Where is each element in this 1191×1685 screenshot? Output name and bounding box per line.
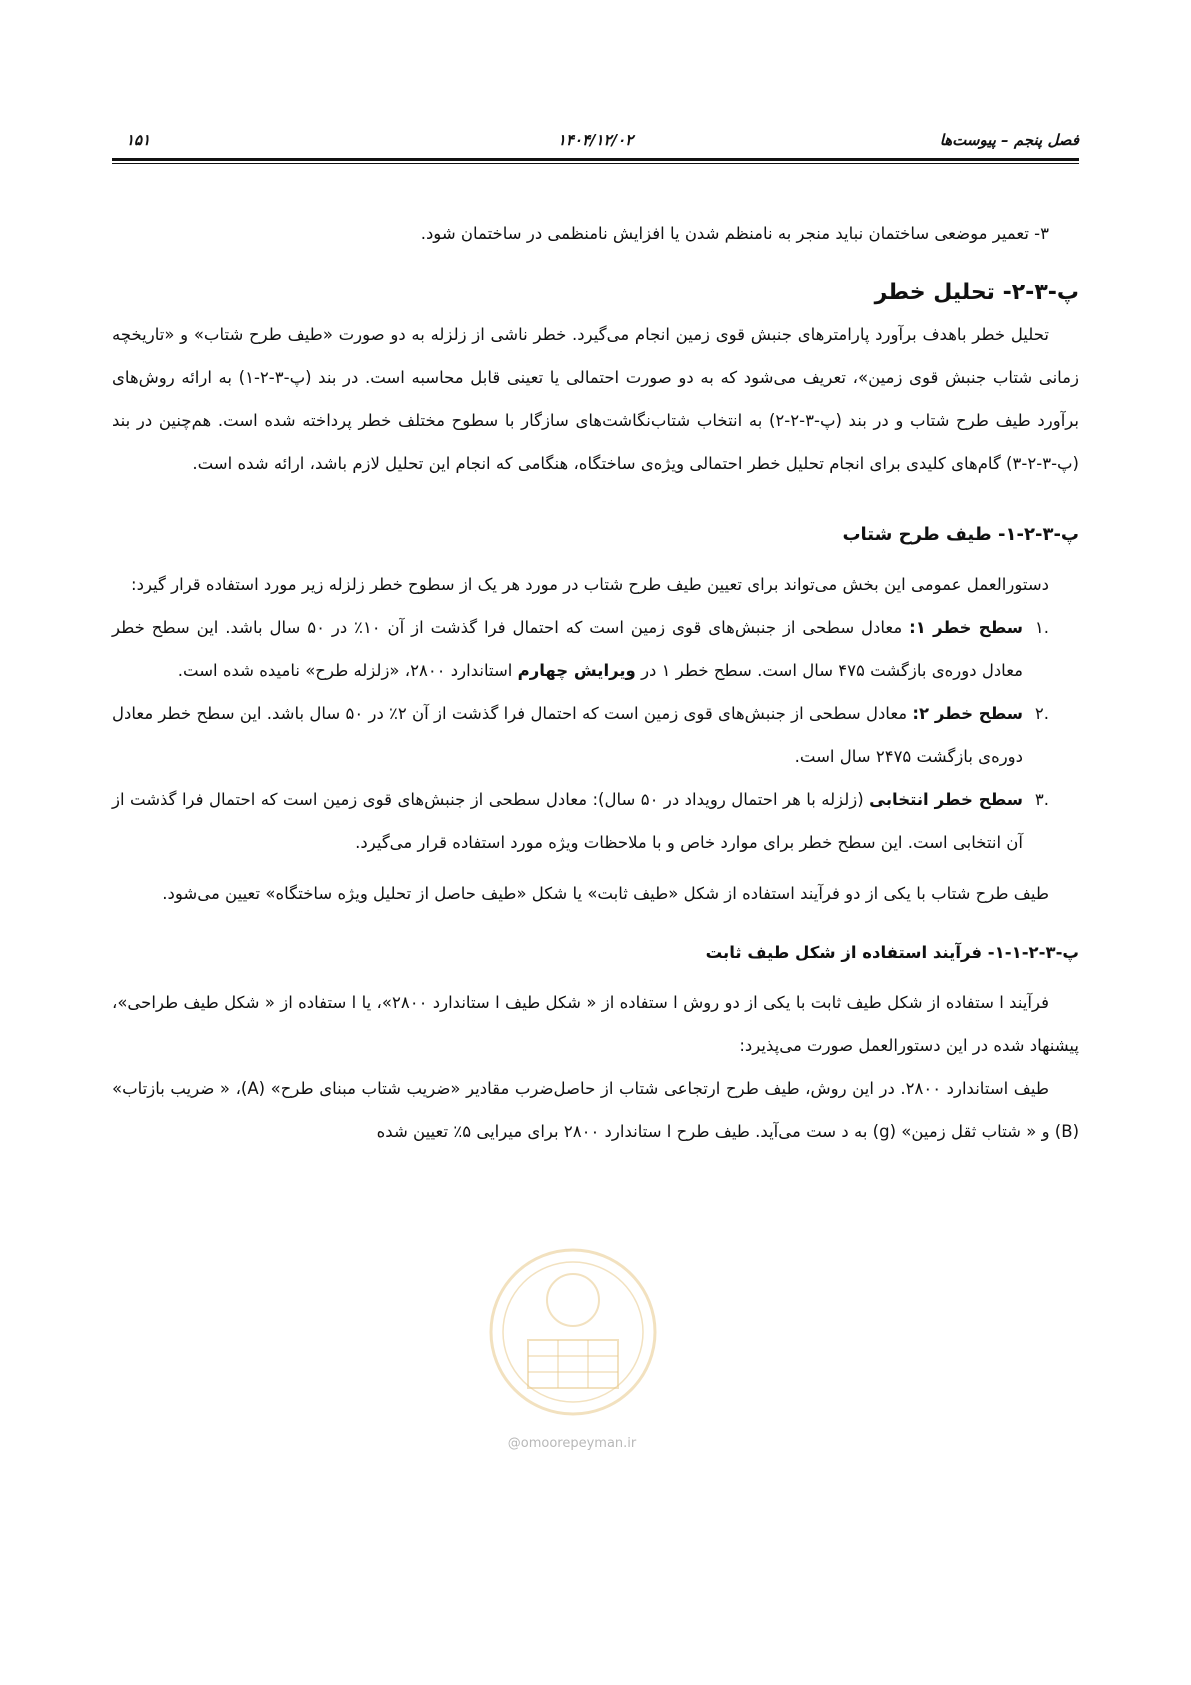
list-item bbox=[112, 778, 1079, 864]
subsubsection-title: پ-۳-۲-۱-۱- فرآیند استفاده از شکل طیف ثابت bbox=[705, 943, 1079, 962]
list-item-text-a: معادل سطحی از جنبش‌های قوی زمین است که احتمال فرا گذشت از آن ۱۰٪ در ۵۰ سال باشد. این سطح خطر معادل دوره‌ی بازگشت ۴۷۵ سال است. سطح خطر ۱ در bbox=[112, 618, 1023, 680]
list-item-text-b: استاندارد ۲۸۰۰، «زلزله طرح» نامیده شده است. bbox=[177, 661, 518, 680]
list-item-term: سطح خطر ۱: bbox=[909, 618, 1023, 637]
page-content bbox=[112, 212, 1079, 1153]
intro-item: ۳- تعمیر موضعی ساختمان نباید منجر به نامنظم شدن یا افزایش نامنظمی در ساختمان شود. bbox=[420, 224, 1049, 243]
header-rule-thick bbox=[112, 158, 1079, 161]
list-item-text-a: معادل سطحی از جنبش‌های قوی زمین است که احتمال فرا گذشت از آن ۲٪ در ۵۰ سال باشد. این سطح خطر معادل دوره‌ی بازگشت ۲۴۷۵ سال است. bbox=[112, 704, 1023, 766]
list-item-number: .۱ bbox=[1034, 618, 1049, 637]
list-item-number: .۳ bbox=[1034, 790, 1049, 809]
page-number: ۱۵۱ bbox=[126, 131, 151, 149]
subsection-title: پ-۳-۲-۱- طیف طرح شتاب bbox=[842, 524, 1079, 545]
list-item-number: .۲ bbox=[1034, 704, 1049, 723]
list-item bbox=[112, 692, 1079, 778]
document-page bbox=[112, 0, 1079, 1685]
header-rule-thin bbox=[112, 163, 1079, 164]
subsection-closing: طیف طرح شتاب با یکی از دو فرآیند استفاده از شکل «طیف ثابت» یا شکل «طیف حاصل از تحلیل ویژه ساختگاه» تعیین می‌شود. bbox=[162, 884, 1049, 903]
subsubsection-paragraph-1: فرآیند ا ستفاده از شکل طیف ثابت با یکی از دو روش ا ستفاده از « شکل طیف ا ستاندارد ۲۸۰۰»، یا ا ستفاده از « شکل طیف طراحی»، پیشنهاد شده در این دستورالعمل صورت می‌پذیرد: bbox=[112, 993, 1079, 1055]
list-item-emphasis: ویرایش چهارم bbox=[517, 661, 636, 680]
list-item-text bbox=[112, 778, 1023, 864]
list-item-term: سطح خطر ۲: bbox=[912, 704, 1023, 723]
watermark-logo-icon bbox=[483, 1240, 663, 1430]
watermark-site: @omoorepeyman.ir bbox=[507, 1436, 637, 1451]
list-item bbox=[112, 606, 1079, 692]
list-item-text bbox=[112, 692, 1023, 778]
chapter-header: فصل پنجم – پیوست‌ها bbox=[939, 131, 1079, 149]
list-item-text bbox=[112, 606, 1023, 692]
list-item-term: سطح خطر انتخابی bbox=[869, 790, 1023, 809]
header-date: ۱۴۰۴/۱۲/۰۲ bbox=[557, 131, 634, 149]
list-item-text-a: (زلزله با هر احتمال رویداد در ۵۰ سال): معادل سطحی از جنبش‌های قوی زمین است که احتمال فرا گذشت از آن انتخابی است. این سطح خطر برای موارد خاص و با ملاحظات ویژه مورد استفاده قرار می‌گیرد. bbox=[112, 790, 1023, 852]
section-paragraph: تحلیل خطر باهدف برآورد پارامترهای جنبش قوی زمین انجام می‌گیرد. خطر ناشی از زلزله به دو صورت «طیف طرح شتاب» و «تاریخچه زمانی شتاب جنبش قوی زمین»، تعریف می‌شود که به دو صورت احتمالی یا تعینی قابل محاسبه است. در بند (پ-۳-۲-۱) به ارائه روش‌های برآورد طیف طرح شتاب و در بند (پ-۳-۲-۲) به انتخاب شتاب‌نگاشت‌های سازگار با سطوح مختلف خطر پرداخته شده است. هم‌چنین در بند (پ-۳-۲-۳) گام‌های کلیدی برای انجام تحلیل خطر احتمالی ویژه‌ی ساختگاه، هنگامی که انجام این تحلیل لازم باشد، ارائه شده است. bbox=[112, 325, 1080, 473]
section-title: پ-۳-۲- تحلیل خطر bbox=[874, 280, 1079, 305]
subsubsection-paragraph-2: طیف استاندارد ۲۸۰۰. در این روش، طیف طرح ارتجاعی شتاب از حاصل‌ضرب مقادیر «ضریب شتاب مبنای طرح» (A)، « ضریب بازتاب» (B) و « شتاب ثقل زمین» (g) به د ست می‌آید. طیف طرح ا ستاندارد ۲۸۰۰ برای میرایی ۵٪ تعیین شده bbox=[112, 1079, 1079, 1141]
subsection-paragraph: دستورالعمل عمومی این بخش می‌تواند برای تعیین طیف طرح شتاب در مورد هر یک از سطوح خطر زلزله زیر مورد استفاده قرار گیرد: bbox=[131, 575, 1049, 594]
